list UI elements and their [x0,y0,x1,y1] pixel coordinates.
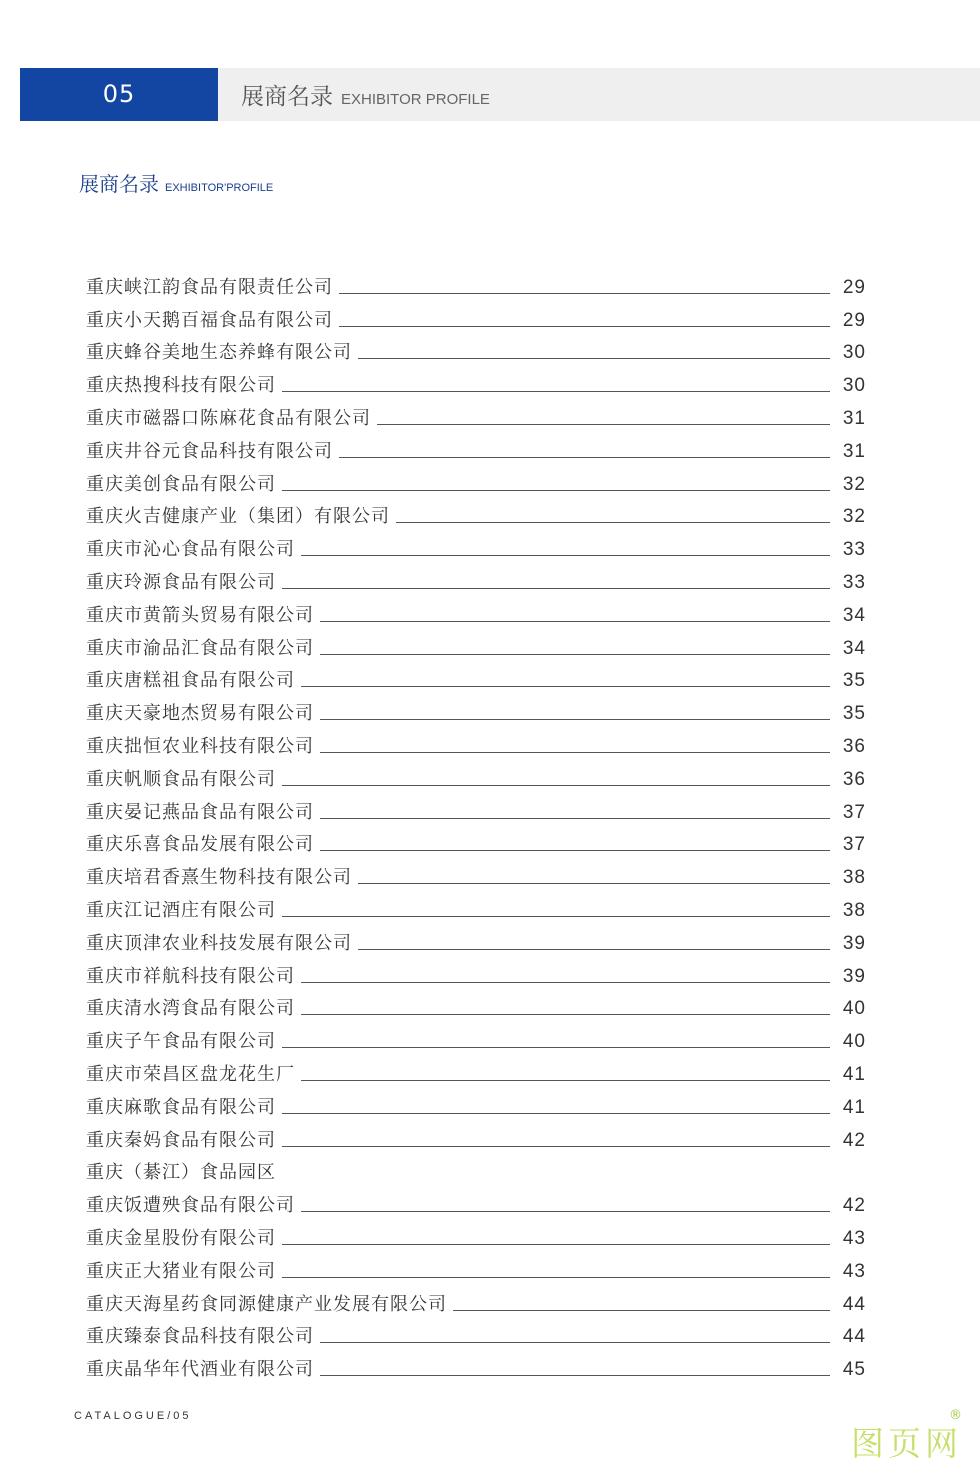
exhibitor-name: 重庆市磁器口陈麻花食品有限公司 [86,407,371,429]
dotted-leader [320,850,830,851]
exhibitor-entry[interactable] [86,824,866,857]
page-number: 35 [842,703,866,725]
page-number: 36 [842,768,866,790]
exhibitor-entry[interactable] [86,725,866,758]
exhibitor-name: 重庆秦妈食品有限公司 [86,1129,276,1151]
exhibitor-name: 重庆江记酒庄有限公司 [86,899,276,921]
page-number: 35 [842,670,866,692]
page-number: 39 [842,932,866,954]
page-number: 37 [842,801,866,823]
exhibitor-entry[interactable] [86,660,866,693]
exhibitor-entry[interactable] [86,791,866,824]
exhibitor-entry[interactable] [86,1053,866,1086]
dotted-leader [282,1047,830,1048]
page-number: 34 [842,637,866,659]
exhibitor-name: 重庆晏记燕品食品有限公司 [86,801,314,823]
exhibitor-entry[interactable] [86,889,866,922]
dotted-leader [282,785,830,786]
dotted-leader [282,1277,830,1278]
section-title-cn: 展商名录 [79,172,159,196]
exhibitor-name: 重庆峡江韵食品有限责任公司 [86,276,333,298]
page-number: 39 [842,965,866,987]
exhibitor-name: 重庆子午食品有限公司 [86,1031,276,1053]
page-number: 33 [842,539,866,561]
exhibitor-name: 重庆美创食品有限公司 [86,473,276,495]
exhibitor-entry[interactable] [86,1119,866,1152]
exhibitor-entry[interactable] [86,397,866,430]
section-title-en: EXHIBITOR'PROFILE [165,182,274,194]
dotted-leader [282,916,830,917]
dotted-leader [282,1244,830,1245]
exhibitor-name: 重庆小天鹅百福食品有限公司 [86,309,333,331]
exhibitor-entry[interactable] [86,758,866,791]
registered-mark: ® [949,1408,962,1423]
exhibitor-name: 重庆帆顺食品有限公司 [86,768,276,790]
dotted-leader [396,522,830,523]
dotted-leader [320,654,830,655]
exhibitor-name: 重庆拙恒农业科技有限公司 [86,735,314,757]
page-number: 43 [842,1227,866,1249]
exhibitor-entry[interactable] [86,528,866,561]
exhibitor-entry[interactable] [86,496,866,529]
dotted-leader [301,1211,830,1212]
page-number: 45 [842,1359,866,1381]
page-number: 38 [842,899,866,921]
page-number: 42 [842,1129,866,1151]
exhibitor-entry[interactable] [86,627,866,660]
exhibitor-name: 重庆臻泰食品科技有限公司 [86,1326,314,1348]
page-number: 30 [842,342,866,364]
header-title-en: EXHIBITOR PROFILE [341,91,490,108]
footer-catalogue: CATALOGUE/05 [74,1410,192,1422]
page-number: 40 [842,1031,866,1053]
exhibitor-name: 重庆清水湾食品有限公司 [86,998,295,1020]
exhibitor-entry[interactable] [86,1348,866,1381]
exhibitor-entry[interactable] [86,856,866,889]
exhibitor-name: 重庆热搜科技有限公司 [86,375,276,397]
exhibitor-entry[interactable] [86,955,866,988]
dotted-leader [301,982,830,983]
exhibitor-entry[interactable] [86,594,866,627]
page-number: 32 [842,473,866,495]
section-title [79,168,273,197]
exhibitor-name: 重庆玲源食品有限公司 [86,571,276,593]
exhibitor-entry[interactable] [86,1020,866,1053]
page-number: 44 [842,1326,866,1348]
page-number: 33 [842,571,866,593]
dotted-leader [339,457,830,458]
exhibitor-name: 重庆麻歌食品有限公司 [86,1096,276,1118]
header-title-cn: 展商名录 [241,84,333,110]
exhibitor-name: 重庆培君香熹生物科技有限公司 [86,867,352,889]
exhibitor-name: 重庆井谷元食品科技有限公司 [86,440,333,462]
watermark-text: 图页网 [851,1424,962,1463]
dotted-leader [301,1080,830,1081]
dotted-leader [453,1310,830,1311]
exhibitor-entry[interactable] [86,1316,866,1349]
page-number: 37 [842,834,866,856]
dotted-leader [358,883,830,884]
page-number: 42 [842,1195,866,1217]
dotted-leader [358,949,830,950]
exhibitor-entry[interactable] [86,988,866,1021]
dotted-leader [339,326,830,327]
exhibitor-entry[interactable] [86,266,866,299]
page-number: 34 [842,604,866,626]
exhibitor-name: 重庆市沁心食品有限公司 [86,539,295,561]
page-number: 41 [842,1096,866,1118]
exhibitor-entry[interactable] [86,1283,866,1316]
exhibitor-entry[interactable] [86,922,866,955]
dotted-leader [282,490,830,491]
exhibitor-entry[interactable] [86,1086,866,1119]
exhibitor-name: 重庆天海星药食同源健康产业发展有限公司 [86,1293,447,1315]
page-number: 29 [842,276,866,298]
exhibitor-name: 重庆市黄箭头贸易有限公司 [86,604,314,626]
page-number: 43 [842,1260,866,1282]
exhibitor-entry[interactable] [86,1217,866,1250]
exhibitor-name: 重庆市祥航科技有限公司 [86,965,295,987]
page-number: 44 [842,1293,866,1315]
page-number: 38 [842,867,866,889]
dotted-leader [339,293,830,294]
exhibitor-name: 重庆唐糕祖食品有限公司 [86,670,295,692]
exhibitor-name: 重庆市荣昌区盘龙花生厂 [86,1063,295,1085]
exhibitor-entry[interactable] [86,430,866,463]
page-number: 40 [842,998,866,1020]
exhibitor-entry[interactable] [86,692,866,725]
exhibitor-name: 重庆饭遭殃食品有限公司 [86,1195,295,1217]
exhibitor-entry[interactable] [86,463,866,496]
exhibitor-name: 重庆火吉健康产业（集团）有限公司 [86,506,390,528]
exhibitor-name: 重庆天豪地杰贸易有限公司 [86,703,314,725]
exhibitor-list [86,266,866,1381]
dotted-leader [301,1014,830,1015]
page-number: 32 [842,506,866,528]
dotted-leader [282,1113,830,1114]
dotted-leader [320,1375,830,1376]
dotted-leader [320,752,830,753]
exhibitor-name: 重庆顶津农业科技发展有限公司 [86,932,352,954]
dotted-leader [282,588,830,589]
dotted-leader [282,1146,830,1147]
page-number: 30 [842,375,866,397]
dotted-leader [358,358,830,359]
dotted-leader [320,818,830,819]
exhibitor-name: 重庆晶华年代酒业有限公司 [86,1359,314,1381]
page-number: 31 [842,407,866,429]
exhibitor-name: 重庆蜂谷美地生态养蜂有限公司 [86,342,352,364]
dotted-leader [320,1342,830,1343]
dotted-leader [377,424,830,425]
exhibitor-entry[interactable] [86,332,866,365]
exhibitor-name: 重庆金星股份有限公司 [86,1227,276,1249]
exhibitor-entry[interactable] [86,364,866,397]
dotted-leader [282,391,830,392]
page-number: 36 [842,735,866,757]
watermark-logo [851,1408,962,1465]
exhibitor-entry[interactable] [86,1184,866,1217]
page-number: 31 [842,440,866,462]
exhibitor-entry[interactable] [86,1152,866,1185]
exhibitor-name: 重庆正大猪业有限公司 [86,1260,276,1282]
dotted-leader [320,621,830,622]
exhibitor-entry[interactable] [86,299,866,332]
header-title [241,68,490,121]
exhibitor-name: 重庆乐喜食品发展有限公司 [86,834,314,856]
dotted-leader [320,719,830,720]
chapter-number: 05 [20,68,218,121]
exhibitor-entry[interactable] [86,561,866,594]
dotted-leader [301,555,830,556]
page-number: 41 [842,1063,866,1085]
exhibitor-name: 重庆（綦江）食品园区 [86,1162,276,1184]
page-number: 29 [842,309,866,331]
exhibitor-name: 重庆市渝品汇食品有限公司 [86,637,314,659]
dotted-leader [301,686,830,687]
exhibitor-entry[interactable] [86,1250,866,1283]
